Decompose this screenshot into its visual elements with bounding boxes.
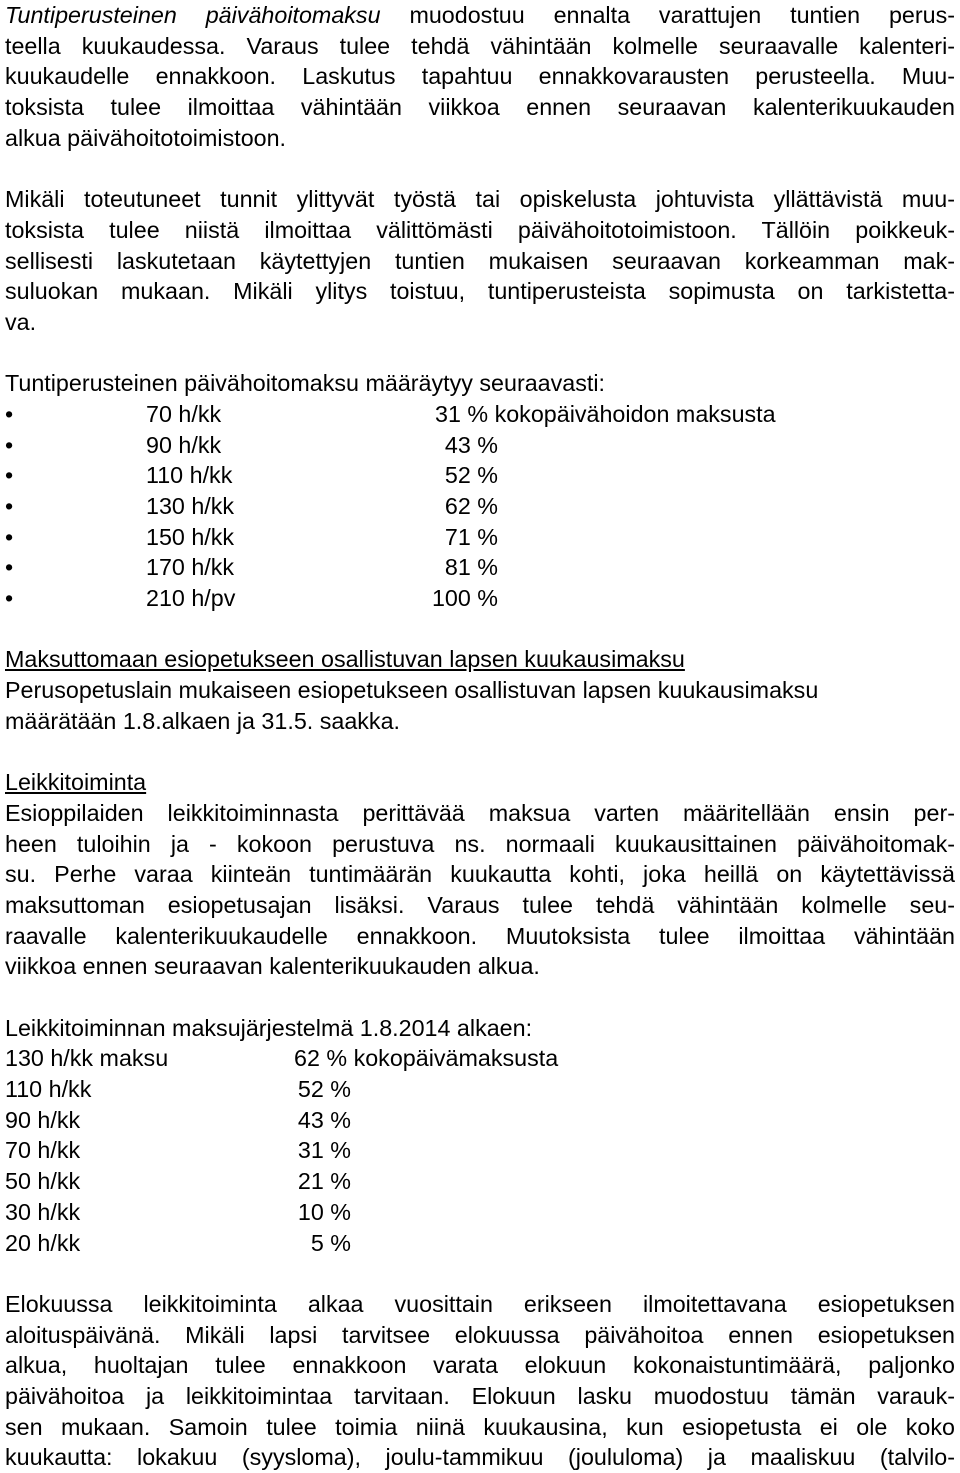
intro-line: alkua päivähoitotoimistoon. bbox=[5, 124, 287, 151]
document-page bbox=[5, 0, 955, 1473]
play-fee-heading: Leikkitoiminnan maksujärjestelmä 1.8.2014 alkaen: bbox=[5, 1014, 533, 1041]
play-activity-line: raavalle kalenterikuukaudelle ennakkoon. Muutoksista tulee ilmoittaa vähintään bbox=[5, 922, 955, 949]
play-fee-percent: 21 % bbox=[297, 1168, 351, 1195]
august-paragraph bbox=[5, 1289, 955, 1473]
play-fee-row bbox=[5, 1197, 955, 1228]
play-fee-hours: 50 h/kk bbox=[5, 1168, 81, 1195]
hourly-fee-hours: 70 h/kk bbox=[146, 400, 222, 427]
hourly-fee-row bbox=[5, 552, 955, 583]
play-fee-hours: 90 h/kk bbox=[5, 1106, 81, 1133]
bullet-icon: • bbox=[5, 400, 14, 427]
play-fee-row bbox=[5, 1135, 955, 1166]
hourly-fee-row bbox=[5, 430, 955, 461]
play-fee-hours: 70 h/kk bbox=[5, 1137, 81, 1164]
hourly-fee-hours: 170 h/kk bbox=[146, 554, 235, 581]
august-line: sen mukaan. Samoin tulee toimia niinä kuukausina, kun esiopetusta ei ole koko bbox=[5, 1413, 955, 1440]
august-line: alkua, huoltajan tulee ennakkoon varata elokuun kokonaistuntimäärä, paljonko bbox=[5, 1352, 955, 1379]
hourly-fee-row bbox=[5, 522, 955, 553]
play-fee-percent: 5 % bbox=[310, 1229, 351, 1256]
play-fee-percent: 31 % bbox=[297, 1137, 351, 1164]
play-fee-hours: 110 h/kk bbox=[5, 1076, 92, 1103]
hourly-fee-percent: 43 % bbox=[444, 431, 498, 458]
play-activity-heading: Leikkitoiminta bbox=[5, 769, 147, 796]
play-activity-line: viikkoa ennen seuraavan kalenterikuukauden alkua. bbox=[5, 953, 540, 980]
hourly-fee-hours: 90 h/kk bbox=[146, 431, 222, 458]
bullet-icon: • bbox=[5, 585, 14, 612]
hourly-fee-row bbox=[5, 583, 955, 614]
hourly-fee-hours: 150 h/kk bbox=[146, 523, 235, 550]
preschool-section bbox=[5, 644, 955, 736]
play-fee-hours: 20 h/kk bbox=[5, 1229, 81, 1256]
play-fee-percent: 43 % bbox=[297, 1106, 351, 1133]
play-fee-row bbox=[5, 1074, 955, 1105]
hourly-fee-row bbox=[5, 399, 955, 430]
preschool-line: Perusopetuslain mukaiseen esiopetukseen osallistuvan lapsen kuukausimaksu bbox=[5, 677, 819, 704]
play-activity-section bbox=[5, 767, 955, 982]
august-line: kuukautta: lokakuu (syysloma), joulu-tammikuu (joululoma) ja maaliskuu (talvilo- bbox=[5, 1444, 955, 1471]
play-fee-percent: 10 % bbox=[297, 1198, 351, 1225]
hourly-fee-percent: 52 % bbox=[444, 462, 498, 489]
august-line: aloituspäivänä. Mikäli lapsi tarvitsee elokuussa päivähoitoa ennen esiopetuksen bbox=[5, 1321, 955, 1348]
play-fee-percent: 62 % kokopäivämaksusta bbox=[294, 1045, 559, 1072]
preschool-line: määrätään 1.8.alkaen ja 31.5. saakka. bbox=[5, 707, 401, 734]
play-fee-percent: 52 % bbox=[297, 1076, 351, 1103]
hourly-fee-row bbox=[5, 460, 955, 491]
play-fee-row bbox=[5, 1043, 955, 1074]
hourly-fee-percent: 81 % bbox=[444, 554, 498, 581]
august-line: päivähoitoa ja leikkitoimintaa tarvitaan. Elokuun lasku muodostuu tämän varauk- bbox=[5, 1382, 955, 1409]
hourly-fee-percent: 71 % bbox=[444, 523, 498, 550]
bullet-icon: • bbox=[5, 462, 14, 489]
play-fee-hours: 130 h/kk maksu bbox=[5, 1045, 169, 1072]
preschool-heading: Maksuttomaan esiopetukseen osallistuvan lapsen kuukausimaksu bbox=[5, 646, 685, 673]
intro-italic-term: Tuntiperusteinen päivähoitomaksu bbox=[5, 2, 381, 28]
overtime-line: va. bbox=[5, 308, 37, 335]
hourly-fee-hours: 130 h/kk bbox=[146, 493, 235, 519]
hourly-fee-hours: 210 h/pv bbox=[146, 585, 236, 612]
intro-line: Tuntiperusteinen päivähoitomaksu muodostuu ennalta varattujen tuntien perus- bbox=[5, 2, 955, 28]
hourly-fee-row bbox=[5, 491, 955, 522]
bullet-icon: • bbox=[5, 493, 14, 519]
play-fee-row bbox=[5, 1105, 955, 1136]
overtime-line: sellisesti laskutetaan käytettyjen tuntien mukaisen seuraavan korkeamman mak- bbox=[5, 247, 955, 274]
play-fee-hours: 30 h/kk bbox=[5, 1198, 81, 1225]
august-line: Elokuussa leikkitoiminta alkaa vuosittain erikseen ilmoitettavana esiopetuksen bbox=[5, 1290, 955, 1317]
hourly-fee-heading: Tuntiperusteinen päivähoitomaksu määräytyy seuraavasti: bbox=[5, 370, 605, 397]
play-activity-line: maksuttoman esiopetusajan lisäksi. Varaus tulee tehdä vähintään kolmelle seu- bbox=[5, 891, 955, 918]
bullet-icon: • bbox=[5, 554, 14, 581]
intro-paragraph bbox=[5, 0, 955, 153]
play-activity-line: Esioppilaiden leikkitoiminnasta perittävää maksua varten määritellään ensin per- bbox=[5, 799, 955, 826]
overtime-line: Mikäli toteutuneet tunnit ylittyvät työstä tai opiskelusta johtuvista yllättävistä muu- bbox=[5, 186, 955, 213]
hourly-fee-section bbox=[5, 368, 955, 614]
bullet-icon: • bbox=[5, 523, 14, 550]
intro-line: toksista tulee ilmoittaa vähintään viikkoa ennen seuraavan kalenterikuukauden bbox=[5, 94, 955, 121]
play-fee-row bbox=[5, 1228, 955, 1259]
hourly-fee-percent: 62 % bbox=[444, 493, 498, 519]
intro-line: kuukaudelle ennakkoon. Laskutus tapahtuu ennakkovarausten perusteella. Muu- bbox=[5, 63, 955, 90]
play-activity-line: heen tuloihin ja - kokoon perustuva ns. normaali kuukausittainen päivähoitomak- bbox=[5, 830, 955, 857]
hourly-fee-hours: 110 h/kk bbox=[146, 462, 233, 489]
overtime-paragraph bbox=[5, 184, 955, 337]
play-activity-line: su. Perhe varaa kiinteän tuntimäärän kuukautta kohti, joka heillä on käytettävissä bbox=[5, 861, 955, 888]
overtime-line: suluokan mukaan. Mikäli ylitys toistuu, tuntiperusteista sopimusta on tarkistetta- bbox=[5, 278, 955, 305]
play-fee-row bbox=[5, 1166, 955, 1197]
play-fee-section bbox=[5, 1013, 955, 1259]
intro-line: teella kuukaudessa. Varaus tulee tehdä vähintään kolmelle seuraavalle kalenteri- bbox=[5, 32, 955, 59]
hourly-fee-percent: 31 % kokopäivähoidon maksusta bbox=[435, 400, 776, 427]
overtime-line: toksista tulee niistä ilmoittaa välittömästi päivähoitotoimistoon. Tällöin poikkeuk- bbox=[5, 216, 955, 243]
bullet-icon: • bbox=[5, 431, 14, 458]
hourly-fee-percent: 100 % bbox=[431, 585, 498, 612]
